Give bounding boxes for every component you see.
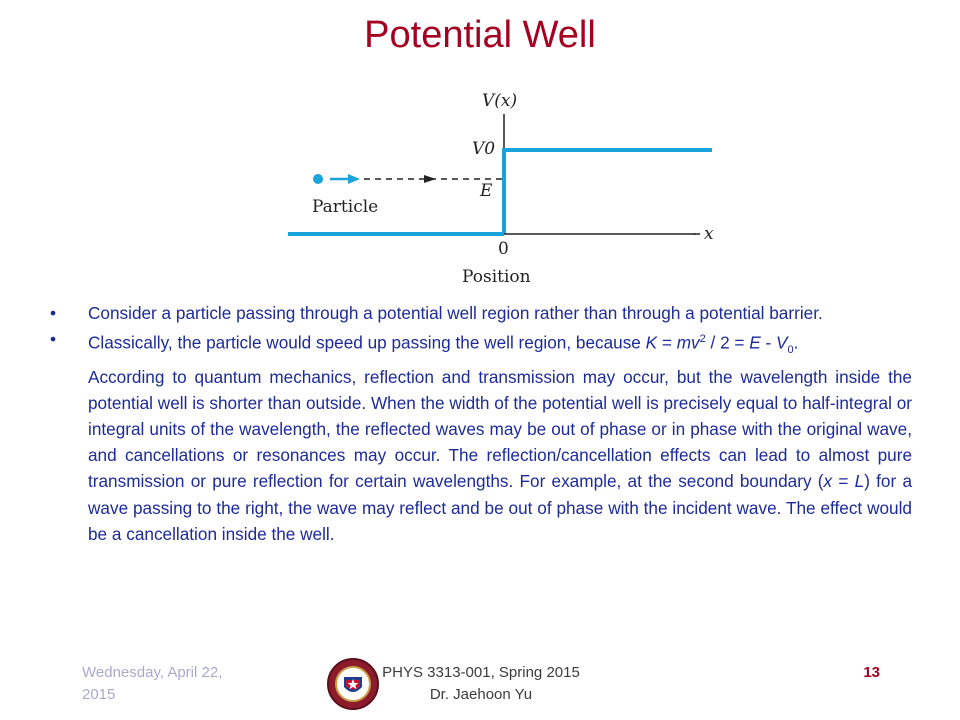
paragraph-text: According to quantum mechanics, reflection and transmission may occur, but the wavelength inside the potential well is shorter than outside. When the width of the potential well is precisely equal to half-integral or integral units of the wavelength, the reflected waves may be out of phase or in phase with the original wave, and cancellations or resonances may occur. The reflection/cancellation effects can lead to almost pure transmission or pure reflection for certain wavelengths. For example, at the second boundary ( [88,366,912,492]
particle-arrow-head [348,174,360,184]
slide-title: Potential Well [364,14,596,56]
paragraph-text: ) for a wave passing to the right, the wave may reflect and be out of phase with the incident wave. The effect would be a cancellation inside the well. [88,471,913,544]
bullet-item [50,326,912,363]
v0-label: V0 [472,139,496,159]
bullet-text: Consider a particle passing through a potential well region rather than through a potential barrier. [88,303,823,323]
position-label: Position [462,267,531,287]
university-seal-icon [326,657,380,711]
bullet-marker: • [50,329,57,350]
energy-label: E [480,181,493,201]
math-k: K [645,332,658,353]
math-period: . [793,332,799,353]
math-e: E [749,332,761,353]
potential-step-figure [280,82,740,290]
math-l: L [854,471,865,492]
particle-label: Particle [312,197,379,217]
math-minus: - [760,332,776,353]
math-sup: 2 [699,333,706,346]
particle-dot [313,174,323,184]
footer-date: Wednesday, April 22, 2015 [82,664,223,703]
bullet-marker: • [50,303,57,323]
energy-arrow-head [424,175,436,183]
math-eq: = [657,332,677,353]
math-eq: / 2 = [705,332,750,353]
paragraph [50,364,912,547]
math-v: V [775,332,788,353]
math-mv: mv [676,332,700,353]
x-axis-label: x [704,224,714,244]
page-number: 13 [863,664,880,681]
v-axis-label: V(x) [482,91,518,111]
slide-body [50,300,912,547]
math-eq: = [832,471,855,492]
origin-label: 0 [498,239,509,259]
footer-instructor: Dr. Jaehoon Yu [429,686,533,703]
footer-course-info [376,662,586,706]
math-x: x [823,471,833,492]
bullet-text: Classically, the particle would speed up passing the well region, because [88,332,646,353]
math-sub: 0 [787,344,794,357]
bullet-item [50,300,912,326]
footer-course-line: PHYS 3313-001, Spring 2015 [382,664,580,681]
